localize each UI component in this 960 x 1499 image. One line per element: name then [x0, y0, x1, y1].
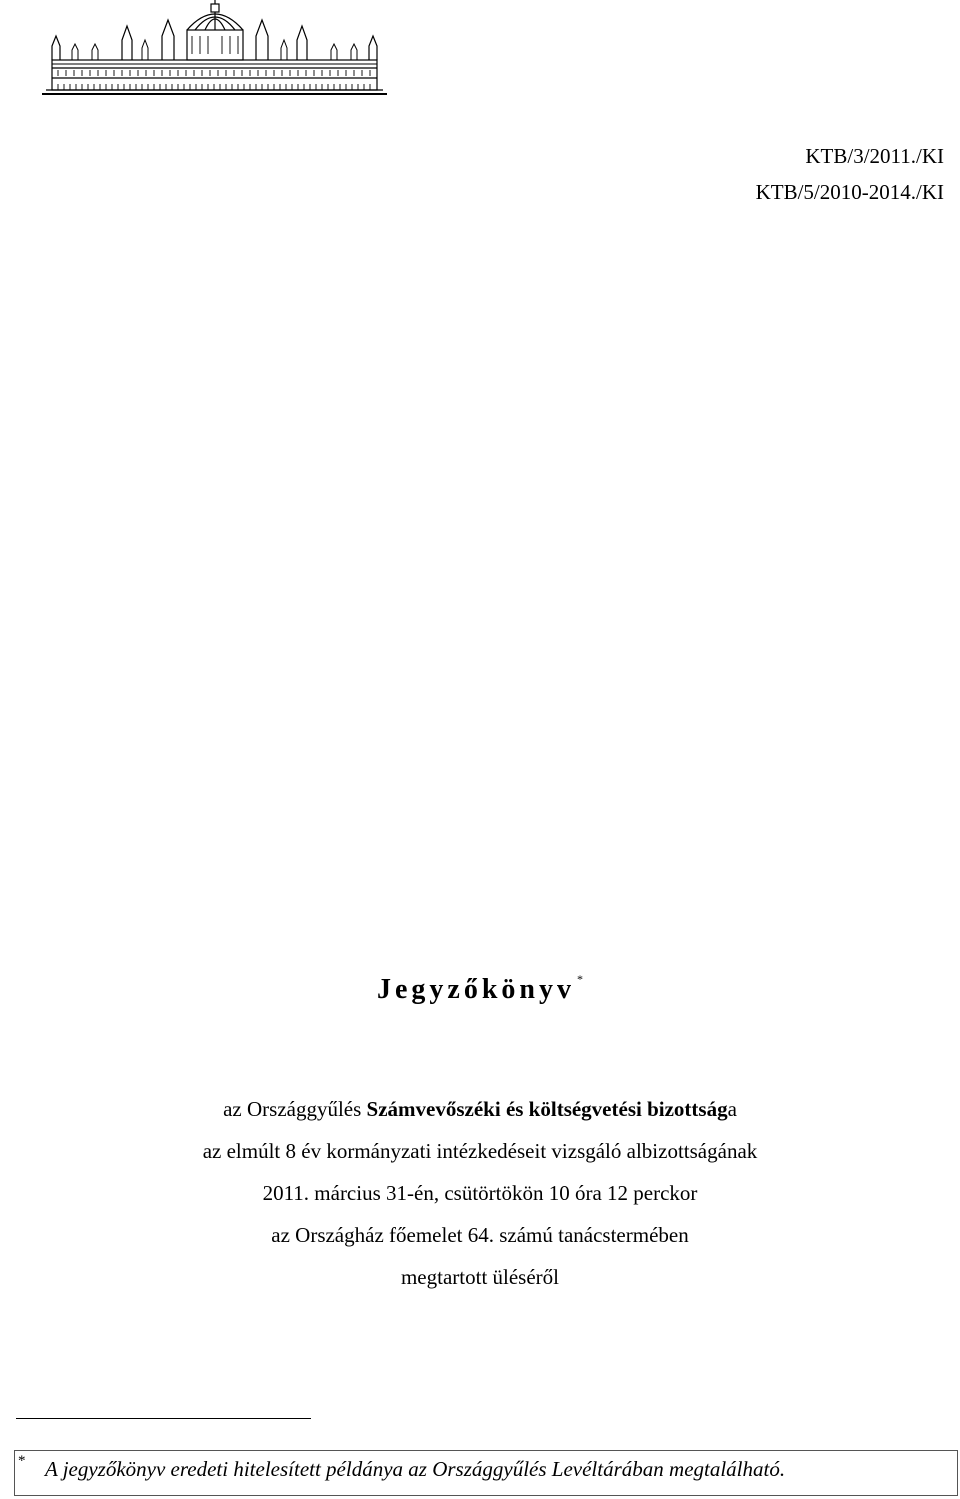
title-footnote-marker: * — [577, 972, 583, 986]
footnote — [14, 1450, 958, 1496]
reference-number-1: KTB/3/2011./KI — [805, 144, 944, 168]
footnote-separator — [16, 1418, 311, 1419]
footnote-text: A jegyzőkönyv eredeti hitelesített példánya az Országgyűlés Levéltárában megtalálható. — [45, 1457, 786, 1481]
parliament-building-icon — [42, 0, 387, 98]
footnote-marker: * — [18, 1453, 26, 1469]
intro-line-closing: megtartott üléséről — [400, 1265, 560, 1289]
intro-line-date: 2011. március 31-én, csütörtökön 10 óra 12 perckor — [262, 1181, 698, 1205]
meeting-description — [0, 1088, 960, 1298]
document-title — [0, 972, 960, 1006]
intro-line1-prefix: az Országgyűlés — [223, 1097, 367, 1121]
intro-line1-suffix: a — [727, 1097, 737, 1121]
reference-number-2: KTB/5/2010-2014./KI — [755, 180, 944, 204]
intro-line-committee — [0, 1088, 960, 1130]
committee-name: Számvevőszéki és költségvetési bizottság — [366, 1097, 728, 1121]
intro-line-location: az Országház főemelet 64. számú tanácstermében — [271, 1223, 689, 1247]
document-reference-numbers — [756, 138, 944, 210]
intro-line-subcommittee: az elmúlt 8 év kormányzati intézkedéseit vizsgáló albizottságának — [202, 1139, 758, 1163]
title-text: Jegyzőkönyv — [377, 974, 575, 1005]
